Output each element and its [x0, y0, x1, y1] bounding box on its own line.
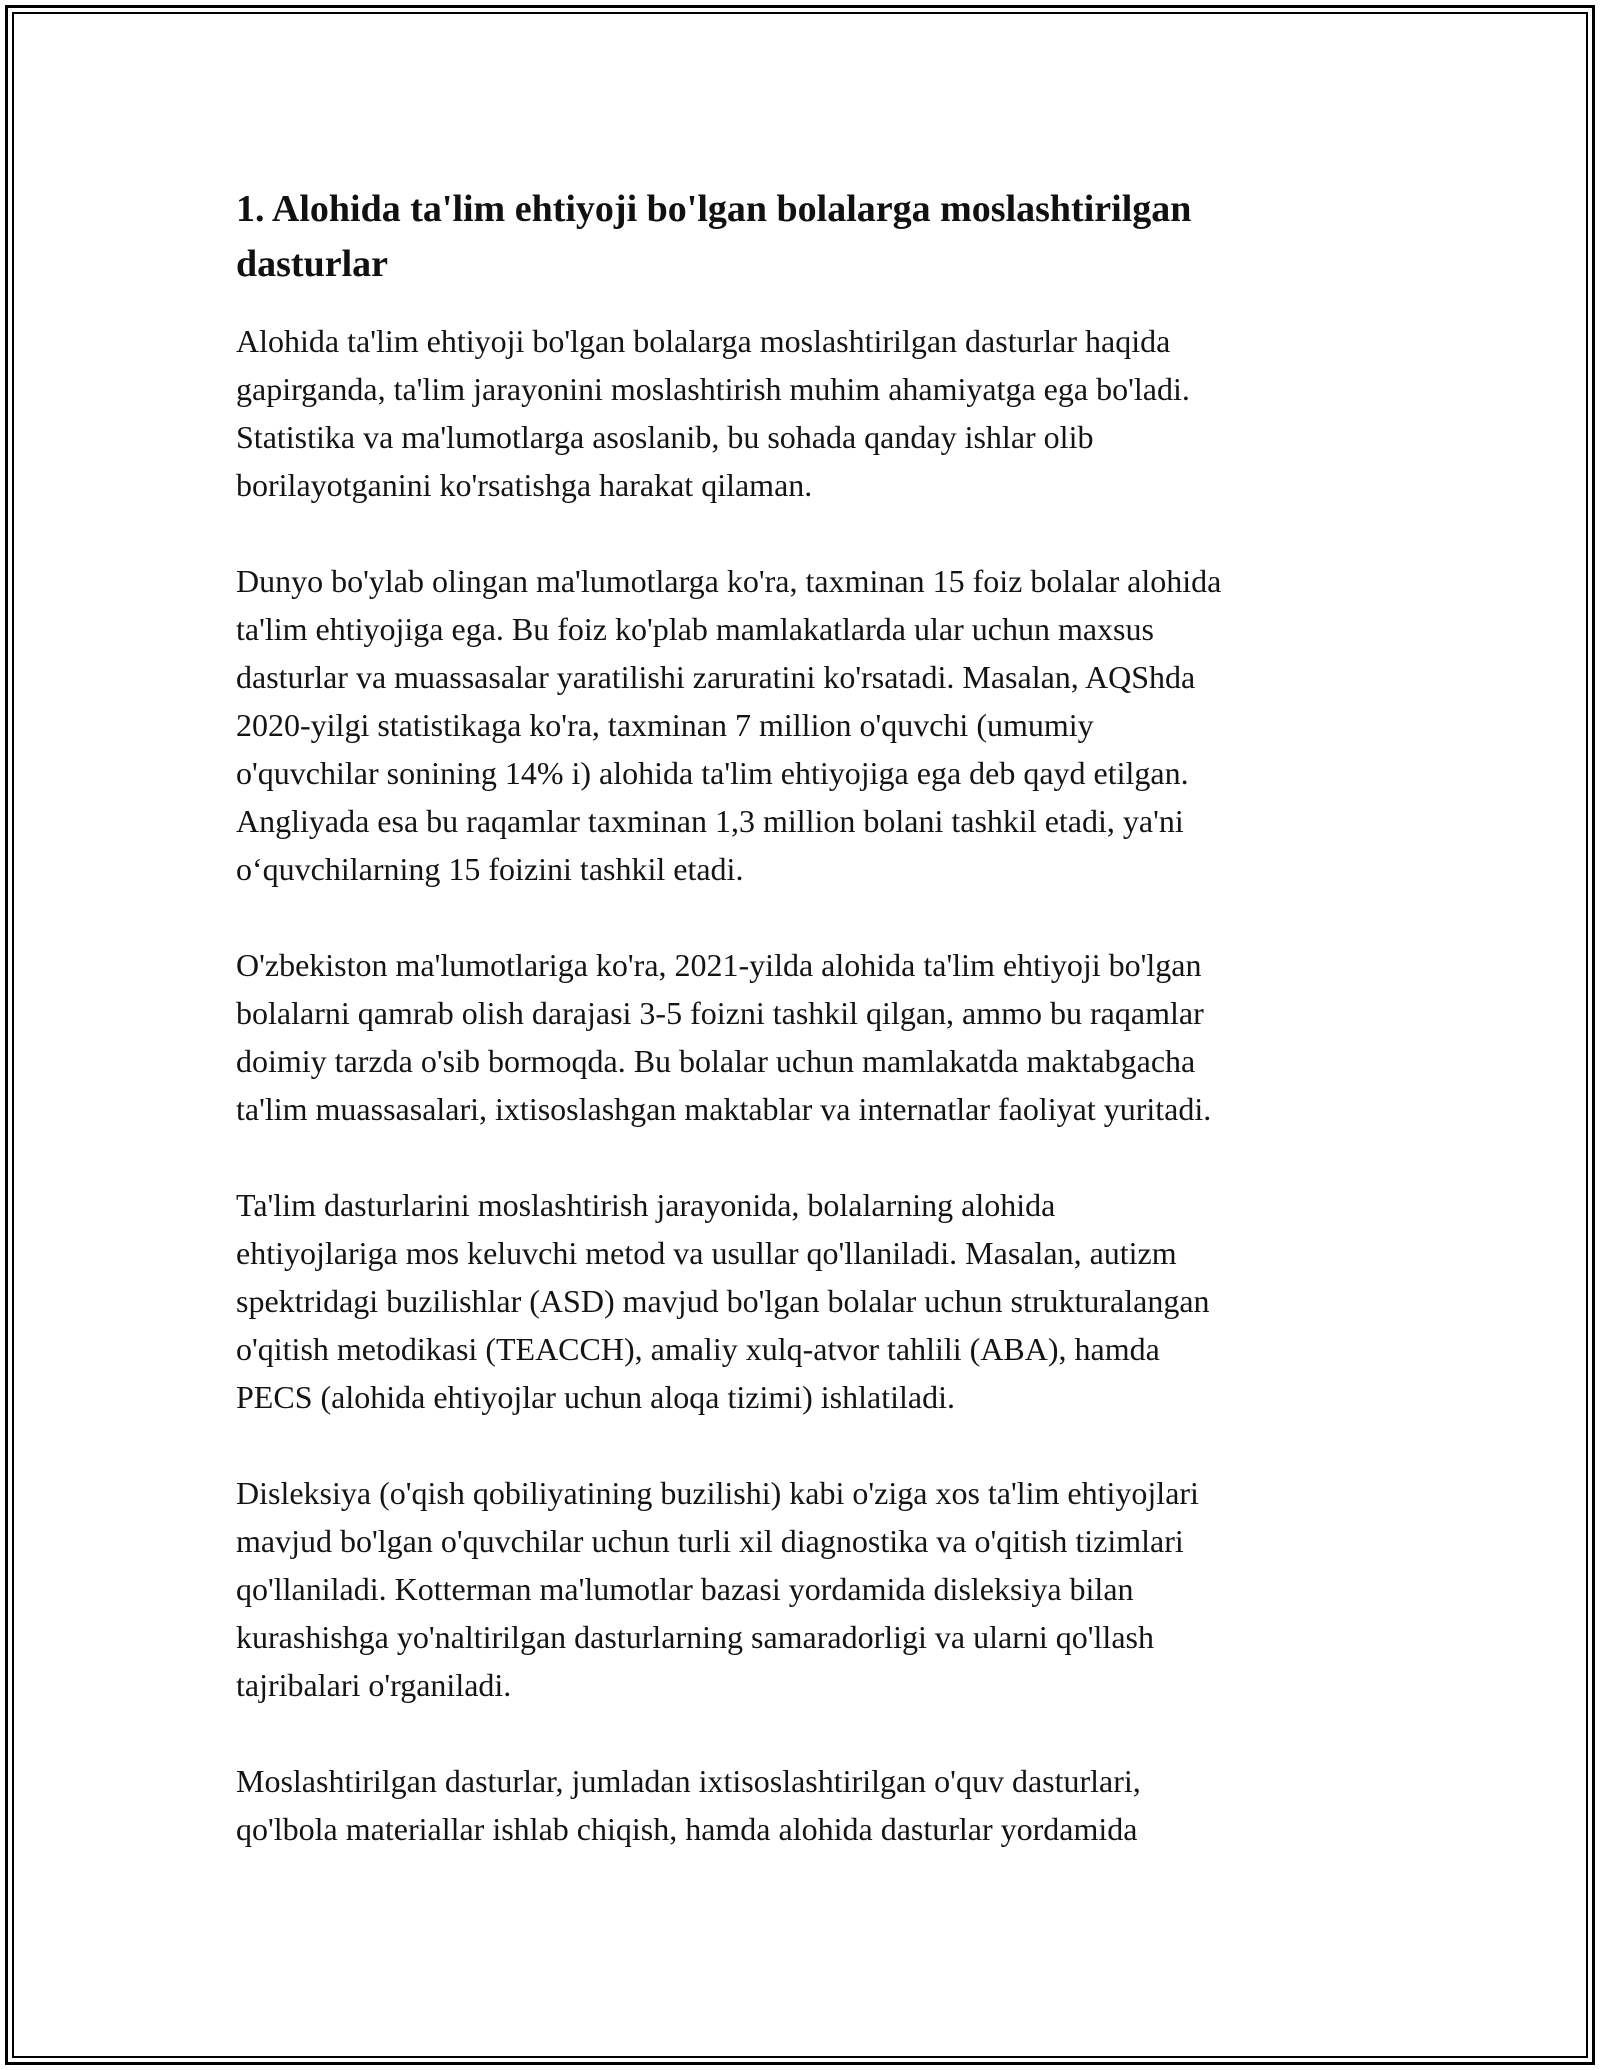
text-line: kurashishga yo'naltirilgan dasturlarning samaradorligi va ularni qo'llash [236, 1619, 1154, 1655]
text-line: bolalarni qamrab olish darajasi 3-5 foizni tashkil qilgan, ammo bu raqamlar [236, 995, 1204, 1031]
text-line: Dunyo bo'ylab olingan ma'lumotlarga ko'ra, taxminan 15 foiz bolalar alohida [236, 563, 1222, 599]
text-line: spektridagi buzilishlar (ASD) mavjud bo'lgan bolalar uchun strukturalangan [236, 1283, 1210, 1319]
text-line: doimiy tarzda o'sib bormoqda. Bu bolalar uchun mamlakatda maktabgacha [236, 1043, 1196, 1079]
paragraph-adapted-programs [236, 1757, 1386, 1853]
text-line: ehtiyojlariga mos keluvchi metod va usullar qo'llaniladi. Masalan, autizm [236, 1235, 1177, 1271]
text-line: o'qitish metodikasi (TEACCH), amaliy xulq-atvor tahlili (ABA), hamda [236, 1331, 1160, 1367]
document-body [236, 182, 1386, 1901]
text-line: Ta'lim dasturlarini moslashtirish jarayonida, bolalarning alohida [236, 1187, 1056, 1223]
text-line: qo'llaniladi. Kotterman ma'lumotlar bazasi yordamida disleksiya bilan [236, 1571, 1134, 1607]
paragraph-methods [236, 1181, 1386, 1421]
text-line: borilayotganini ko'rsatishga harakat qilaman. [236, 467, 813, 503]
text-line: PECS (alohida ehtiyojlar uchun aloqa tizimi) ishlatiladi. [236, 1379, 955, 1415]
paragraph-intro [236, 317, 1386, 509]
text-line: qo'lbola materiallar ishlab chiqish, hamda alohida dasturlar yordamida [236, 1811, 1138, 1847]
text-line: tajribalari o'rganiladi. [236, 1667, 512, 1703]
text-line: Statistika va ma'lumotlarga asoslanib, bu sohada qanday ishlar olib [236, 419, 1094, 455]
text-line: ta'lim ehtiyojiga ega. Bu foiz ko'plab mamlakatlarda ular uchun maxsus [236, 611, 1154, 647]
text-line: Angliyada esa bu raqamlar taxminan 1,3 million bolani tashkil etadi, ya'ni [236, 803, 1184, 839]
text-line: gapirganda, ta'lim jarayonini moslashtirish muhim ahamiyatga ega bo'ladi. [236, 371, 1190, 407]
text-line: 2020-yilgi statistikaga ko'ra, taxminan 7 million o'quvchi (umumiy [236, 707, 1094, 743]
text-line: o'quvchilar sonining 14% i) alohida ta'lim ehtiyojiga ega deb qayd etilgan. [236, 755, 1189, 791]
paragraph-uzbekistan [236, 941, 1386, 1133]
text-line: dasturlar va muassasalar yaratilishi zaruratini ko'rsatadi. Masalan, AQShda [236, 659, 1196, 695]
paragraph-dyslexia [236, 1469, 1386, 1709]
text-line: Disleksiya (o'qish qobiliyatining buzilishi) kabi o'ziga xos ta'lim ehtiyojlari [236, 1475, 1199, 1511]
paragraph-world-statistics [236, 557, 1386, 893]
heading-line: 1. Alohida ta'lim ehtiyoji bo'lgan bolalarga moslashtirilgan [236, 188, 1192, 230]
section-heading [236, 182, 1386, 292]
heading-line: dasturlar [236, 243, 388, 285]
text-line: Moslashtirilgan dasturlar, jumladan ixtisoslashtirilgan o'quv dasturlari, [236, 1763, 1141, 1799]
text-line: o‘quvchilarning 15 foizini tashkil etadi. [236, 851, 744, 887]
text-line: Alohida ta'lim ehtiyoji bo'lgan bolalarga moslashtirilgan dasturlar haqida [236, 323, 1171, 359]
text-line: O'zbekiston ma'lumotlariga ko'ra, 2021-yilda alohida ta'lim ehtiyoji bo'lgan [236, 947, 1202, 983]
text-line: ta'lim muassasalari, ixtisoslashgan maktablar va internatlar faoliyat yuritadi. [236, 1091, 1212, 1127]
text-line: mavjud bo'lgan o'quvchilar uchun turli xil diagnostika va o'qitish tizimlari [236, 1523, 1184, 1559]
